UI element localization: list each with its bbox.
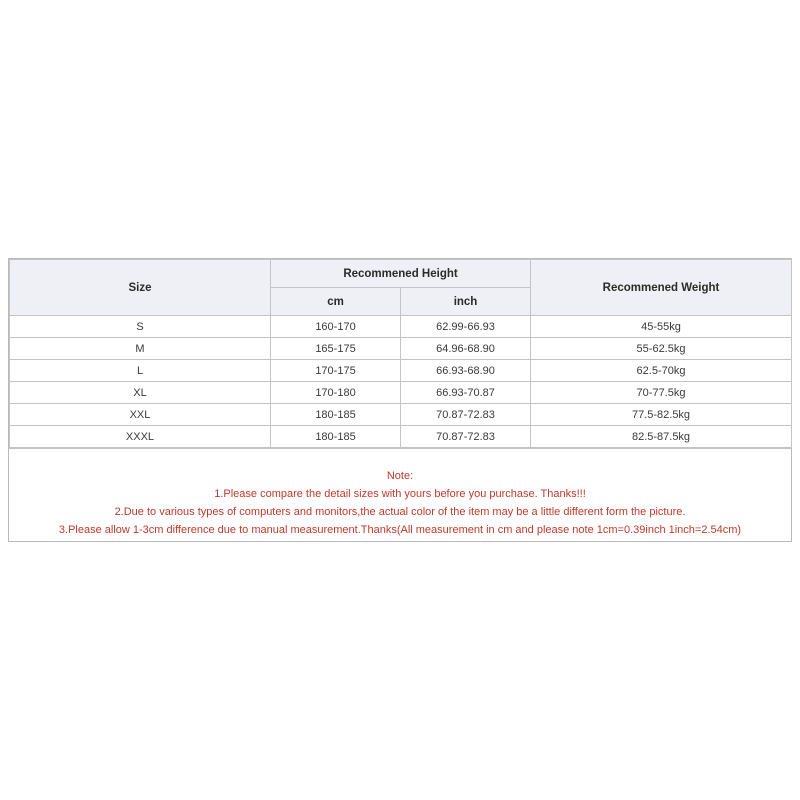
cell-size: XL — [10, 382, 271, 404]
cell-size: S — [10, 316, 271, 338]
cell-cm: 170-180 — [271, 382, 401, 404]
cell-cm: 180-185 — [271, 404, 401, 426]
header-weight: Recommened Weight — [531, 260, 792, 316]
cell-cm: 160-170 — [271, 316, 401, 338]
cell-weight: 70-77.5kg — [531, 382, 792, 404]
note-line-1: 1.Please compare the detail sizes with yours before you purchase. Thanks!!! — [214, 488, 586, 500]
cell-inch: 64.96-68.90 — [401, 338, 531, 360]
header-height-inch: inch — [401, 288, 531, 316]
header-height: Recommened Height — [271, 260, 531, 288]
cell-weight: 77.5-82.5kg — [531, 404, 792, 426]
table-row — [10, 382, 792, 404]
cell-weight: 62.5-70kg — [531, 360, 792, 382]
note-line-3: 3.Please allow 1-3cm difference due to manual measurement.Thanks(All measurement in cm and please note 1cm=0.39inch 1inch=2.54cm) — [58, 524, 742, 536]
header-size: Size — [10, 260, 271, 316]
cell-size: M — [10, 338, 271, 360]
cell-weight: 82.5-87.5kg — [531, 426, 792, 448]
cell-inch: 70.87-72.83 — [401, 426, 531, 448]
cell-size: L — [10, 360, 271, 382]
size-table — [9, 259, 792, 448]
cell-inch: 70.87-72.83 — [401, 404, 531, 426]
cell-weight: 45-55kg — [531, 316, 792, 338]
note-line-2: 2.Due to various types of computers and monitors,the actual color of the item may be a little different form the picture. — [114, 506, 686, 518]
note-section — [9, 448, 791, 539]
header-height-cm: cm — [271, 288, 401, 316]
table-row — [10, 360, 792, 382]
table-row — [10, 426, 792, 448]
size-chart — [8, 258, 792, 542]
cell-cm: 170-175 — [271, 360, 401, 382]
cell-cm: 180-185 — [271, 426, 401, 448]
cell-cm: 165-175 — [271, 338, 401, 360]
table-row — [10, 316, 792, 338]
cell-inch: 62.99-66.93 — [401, 316, 531, 338]
cell-size: XXXL — [10, 426, 271, 448]
cell-inch: 66.93-68.90 — [401, 360, 531, 382]
cell-inch: 66.93-70.87 — [401, 382, 531, 404]
table-row — [10, 338, 792, 360]
note-title: Note: — [386, 470, 414, 482]
cell-size: XXL — [10, 404, 271, 426]
table-row — [10, 404, 792, 426]
cell-weight: 55-62.5kg — [531, 338, 792, 360]
